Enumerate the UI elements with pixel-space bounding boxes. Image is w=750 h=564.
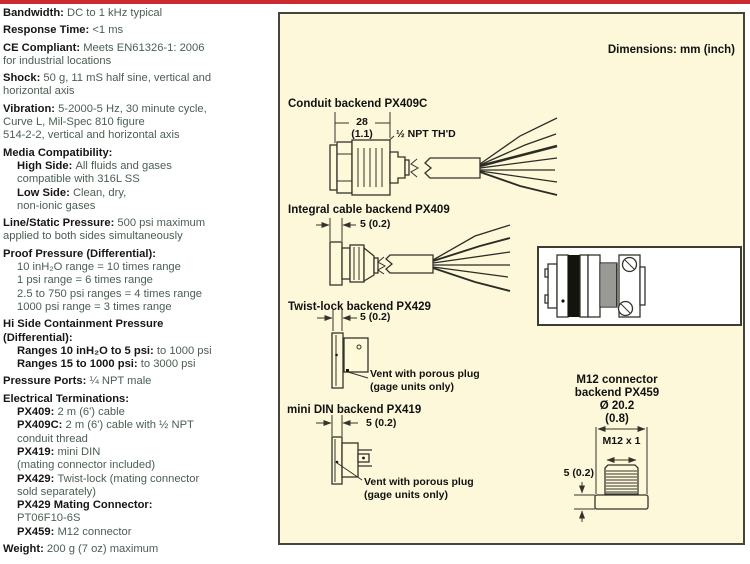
spec-line: applied to both sides simultaneously bbox=[3, 230, 183, 243]
spec-line: Curve L, Mil-Spec 810 figure bbox=[3, 116, 145, 129]
mating-connector-box bbox=[538, 247, 741, 325]
minidin-vent-label-2: (gage units only) bbox=[364, 489, 448, 501]
dimensions-panel bbox=[278, 12, 745, 545]
m12-height-dim: 5 (0.2) bbox=[563, 467, 594, 479]
spec-line: Response Time: <1 ms bbox=[3, 24, 124, 37]
spec-line: Bandwidth: DC to 1 kHz typical bbox=[3, 7, 163, 19]
spec-line: Low Side: Clean, dry, bbox=[17, 186, 127, 199]
integral-cable-backend-drawing bbox=[316, 218, 510, 291]
spec-line: Hi Side Containment Pressure bbox=[3, 318, 164, 331]
m12-diameter-dim: Ø 20.2 bbox=[599, 400, 635, 412]
dimension-drawings bbox=[280, 14, 743, 543]
m12-thread-dim: M12 x 1 bbox=[602, 435, 641, 447]
minidin-backend-drawing bbox=[316, 415, 372, 484]
twistlock-vent-label: Vent with porous plug bbox=[370, 368, 480, 380]
conduit-dim-inch: (1.1) bbox=[351, 128, 373, 140]
minidin-dim: 5 (0.2) bbox=[366, 417, 397, 429]
integral-backend-title: Integral cable backend PX409 bbox=[288, 204, 450, 216]
spec-line: PX409C: 2 m (6') cable with ½ NPT bbox=[17, 419, 194, 432]
conduit-dim-mm: 28 bbox=[356, 116, 368, 128]
conduit-npt-thread-label: ½ NPT TH'D bbox=[396, 128, 456, 140]
spec-line: PX459: M12 connector bbox=[17, 525, 132, 538]
twistlock-backend-drawing bbox=[317, 310, 368, 388]
spec-line: 1000 psi range = 3 times range bbox=[17, 300, 172, 313]
spec-line: 10 inH₂O range = 10 times range bbox=[17, 261, 181, 274]
spec-line: Vibration: 5-2000-5 Hz, 30 minute cycle, bbox=[3, 102, 207, 115]
spec-line: High Side: All fluids and gases bbox=[17, 159, 172, 172]
top-rule bbox=[0, 0, 750, 4]
spec-line: compatible with 316L SS bbox=[17, 173, 140, 186]
spec-line: CE Compliant: Meets EN61326-1: 2006 bbox=[3, 41, 205, 54]
spec-line: 2.5 to 750 psi ranges = 4 times range bbox=[17, 287, 203, 300]
minidin-backend-title: mini DIN backend PX419 bbox=[287, 404, 422, 416]
spec-line: Line/Static Pressure: 500 psi maximum bbox=[3, 217, 206, 230]
m12-diameter-dim-inch: (0.8) bbox=[605, 413, 629, 425]
twistlock-vent-label-2: (gage units only) bbox=[370, 381, 454, 393]
conduit-backend-title: Conduit backend PX409C bbox=[288, 98, 428, 110]
spec-line: Ranges 15 to 1000 psi: to 3000 psi bbox=[17, 358, 196, 371]
minidin-vent-label: Vent with porous plug bbox=[364, 476, 474, 488]
m12-title-line2: backend PX459 bbox=[574, 387, 660, 399]
spec-line: 514-2-2, vertical and horizontal axis bbox=[3, 129, 180, 142]
spec-line: 1 psi range = 6 times range bbox=[17, 274, 153, 287]
twistlock-dim: 5 (0.2) bbox=[360, 311, 391, 323]
spec-line: Shock: 50 g, 11 mS half sine, vertical and bbox=[3, 72, 212, 85]
mating-connector-drawing bbox=[545, 255, 645, 317]
spec-line: Electrical Terminations: bbox=[3, 392, 130, 405]
spec-line: Proof Pressure (Differential): bbox=[3, 247, 156, 260]
spec-line: non-ionic gases bbox=[17, 199, 96, 212]
spec-line: PT06F10-6S bbox=[17, 512, 81, 525]
specifications-column bbox=[3, 7, 275, 556]
twistlock-backend-title: Twist-lock backend PX429 bbox=[288, 301, 431, 313]
spec-line: horizontal axis bbox=[3, 85, 75, 98]
conduit-backend-drawing bbox=[330, 112, 557, 195]
m12-backend-drawing bbox=[574, 427, 648, 522]
integral-dim: 5 (0.2) bbox=[360, 218, 391, 230]
spec-line: (mating connector included) bbox=[17, 459, 156, 472]
spec-line: Pressure Ports: ¼ NPT male bbox=[3, 375, 152, 388]
spec-line: sold separately) bbox=[17, 485, 96, 498]
spec-line: Media Compatibility: bbox=[3, 146, 113, 159]
spec-line: conduit thread bbox=[17, 432, 88, 445]
spec-line: for industrial locations bbox=[3, 54, 112, 67]
spec-line: Weight: 200 g (7 oz) maximum bbox=[3, 542, 159, 555]
spec-line: Ranges 10 inH₂O to 5 psi: to 1000 psi bbox=[17, 344, 212, 357]
m12-title-line1: M12 connector bbox=[576, 374, 658, 386]
spec-line: PX409: 2 m (6') cable bbox=[17, 406, 125, 419]
spec-line: PX429: Twist-lock (mating connector bbox=[17, 472, 200, 485]
dimensions-note: Dimensions: mm (inch) bbox=[607, 44, 735, 56]
spec-line: PX419: mini DIN bbox=[17, 445, 101, 458]
spec-line: PX429 Mating Connector: bbox=[17, 499, 153, 512]
spec-line: (Differential): bbox=[3, 331, 73, 344]
